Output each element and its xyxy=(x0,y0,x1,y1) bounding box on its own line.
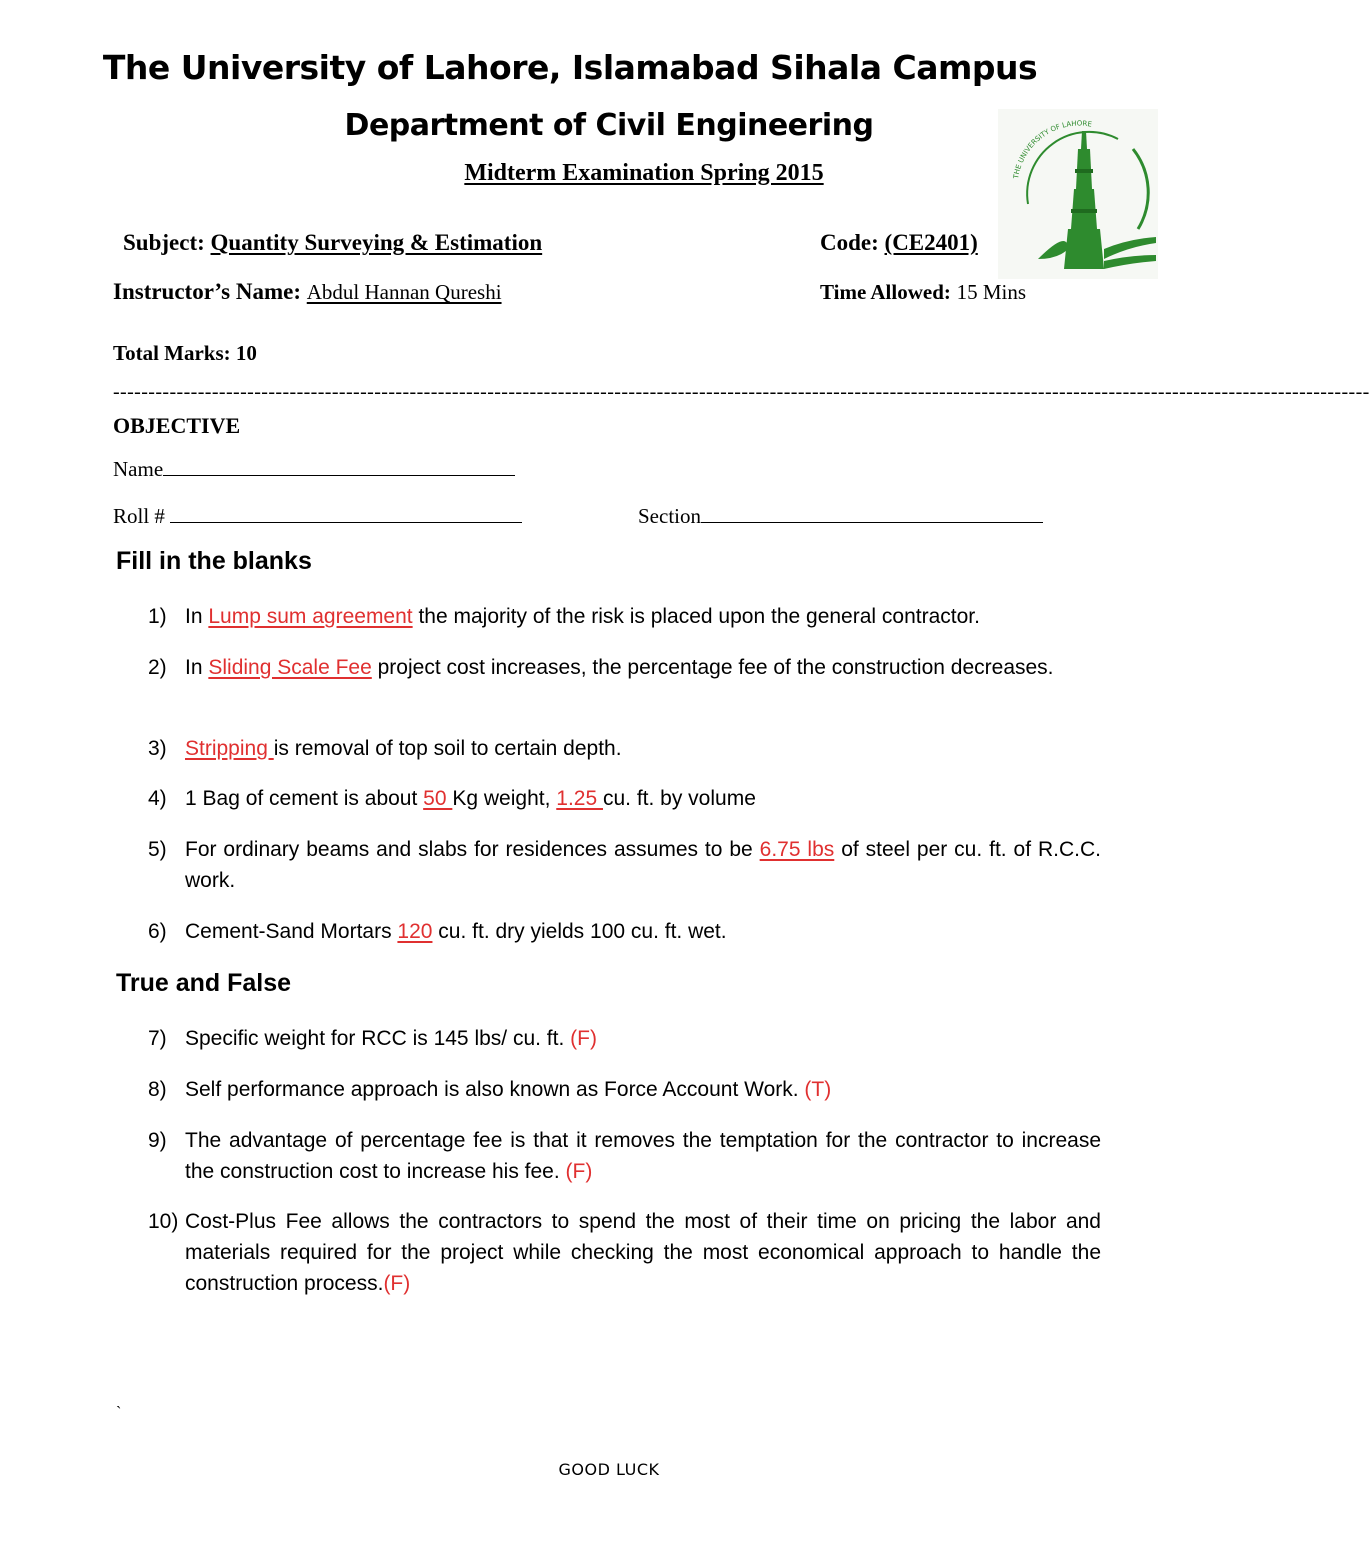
objective-heading: OBJECTIVE xyxy=(113,413,241,438)
code-label: Code: xyxy=(820,230,879,255)
roll-label: Roll # xyxy=(113,504,165,528)
answer: Stripping xyxy=(185,737,274,760)
question-text: Kg weight, xyxy=(452,787,557,810)
question-text: Specific weight for RCC is 145 lbs/ cu. ft. xyxy=(185,1027,571,1050)
answer: (F) xyxy=(383,1272,411,1295)
question-text: In xyxy=(185,605,209,628)
university-title: The University of Lahore, Islamabad Sihala Campus xyxy=(102,48,1038,87)
section-field[interactable] xyxy=(638,502,1043,529)
question-8 xyxy=(148,1074,1101,1105)
divider: ---------------------------------------------------------------------------------------------------------------------------------------------------------------------------------- xyxy=(113,381,1370,403)
question-2 xyxy=(148,652,1101,683)
question-10 xyxy=(148,1206,1101,1299)
question-number: 2) xyxy=(148,656,167,679)
fill-heading: Fill in the blanks xyxy=(116,547,312,575)
question-number: 7) xyxy=(148,1027,167,1050)
question-7 xyxy=(148,1023,1101,1054)
question-text: of steel per cu. ft. of R.C.C. work. xyxy=(185,838,1101,892)
name-field[interactable] xyxy=(113,455,515,482)
logo-text: THE UNIVERSITY OF LAHORE xyxy=(1012,119,1093,180)
roll-blank[interactable] xyxy=(170,502,522,523)
question-text: cu. ft. by volume xyxy=(602,787,756,810)
section-label: Section xyxy=(638,504,701,528)
time-label: Time Allowed: xyxy=(820,280,951,304)
question-number: 10) xyxy=(148,1210,179,1233)
question-text: For ordinary beams and slabs for residences assumes to be xyxy=(185,838,760,861)
question-9 xyxy=(148,1125,1101,1187)
name-label: Name xyxy=(113,457,164,481)
answer: 50 xyxy=(423,787,453,810)
exam-title: Midterm Examination Spring 2015 xyxy=(464,160,824,186)
question-number: 1) xyxy=(148,605,167,628)
question-text: Cost-Plus Fee allows the contractors to spend the most of their time on pricing the labor and materials required for the project while checking the most economical approach to handle the construction process. xyxy=(185,1210,1101,1295)
question-text: project cost increases, the percentage fee of the construction decreases. xyxy=(371,656,1054,679)
question-text: 1 Bag of cement is about xyxy=(185,787,424,810)
tf-heading: True and False xyxy=(116,969,292,997)
time-value: 15 Mins xyxy=(956,280,1027,304)
question-number: 5) xyxy=(148,838,167,861)
instructor-label: Instructor’s Name: xyxy=(113,279,301,304)
answer: Lump sum agreement xyxy=(208,605,413,628)
question-5 xyxy=(148,834,1101,896)
answer: Sliding Scale Fee xyxy=(208,656,372,679)
question-text: cu. ft. dry yields 100 cu. ft. wet. xyxy=(432,920,727,943)
stray-mark: ` xyxy=(116,1404,122,1421)
question-3 xyxy=(148,733,1101,764)
question-text: Cement-Sand Mortars xyxy=(185,920,398,943)
question-number: 4) xyxy=(148,787,167,810)
question-number: 9) xyxy=(148,1129,167,1152)
question-6 xyxy=(148,916,1101,947)
code-value: (CE2401) xyxy=(884,230,978,255)
answer: (T) xyxy=(804,1078,832,1101)
question-text: In xyxy=(185,656,209,679)
good-luck-footer: GOOD LUCK xyxy=(558,1460,660,1479)
question-number: 8) xyxy=(148,1078,167,1101)
question-text: is removal of top soil to certain depth. xyxy=(273,737,622,760)
time-line xyxy=(820,279,1026,305)
question-text: The advantage of percentage fee is that it removes the temptation for the contractor to increase the construction cost to increase his fee. xyxy=(185,1129,1101,1183)
department-title: Department of Civil Engineering xyxy=(344,108,874,143)
question-number: 3) xyxy=(148,737,167,760)
university-logo xyxy=(998,109,1158,279)
answer: (F) xyxy=(570,1027,597,1050)
answer: 6.75 lbs xyxy=(759,838,835,861)
instructor-value: Abdul Hannan Qureshi xyxy=(306,280,502,304)
total-marks: Total Marks: 10 xyxy=(113,341,257,365)
instructor-line xyxy=(113,279,502,305)
name-blank[interactable] xyxy=(163,455,515,476)
question-text: the majority of the risk is placed upon the general contractor. xyxy=(412,605,980,628)
answer: 1.25 xyxy=(556,787,603,810)
answer: (F) xyxy=(565,1160,593,1183)
roll-field[interactable] xyxy=(113,502,522,529)
answer: 120 xyxy=(397,920,433,943)
question-text: Self performance approach is also known as Force Account Work. xyxy=(185,1078,805,1101)
question-4 xyxy=(148,783,1101,814)
question-1 xyxy=(148,601,1101,632)
subject-value: Quantity Surveying & Estimation xyxy=(210,230,543,255)
subject-label: Subject: xyxy=(123,230,205,255)
code-line xyxy=(820,230,978,256)
question-number: 6) xyxy=(148,920,167,943)
section-blank[interactable] xyxy=(701,502,1043,523)
subject-line xyxy=(123,230,542,256)
